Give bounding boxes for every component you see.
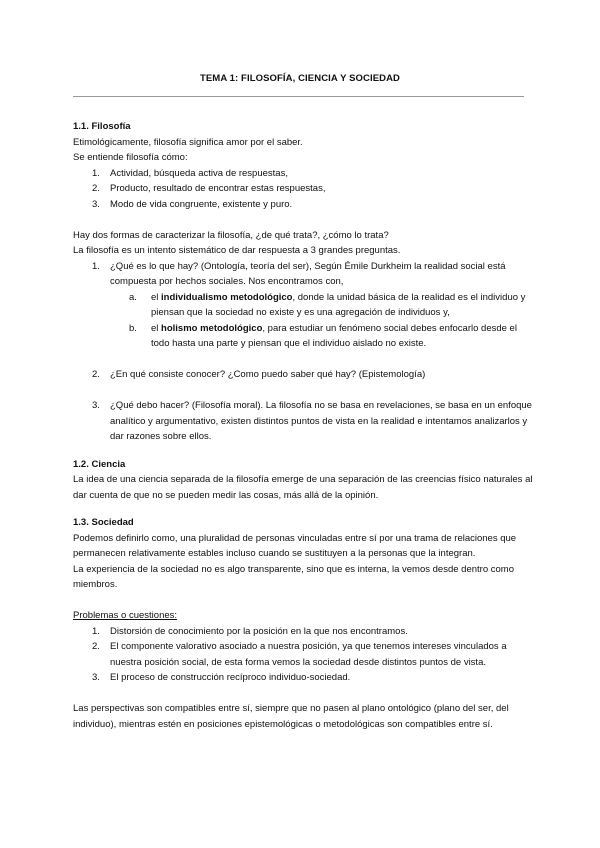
paragraph: Las perspectivas son compatibles entre sí, siempre que no pasen al plano ontológico (plano del ser, del individuo), mientras estén en posiciones epistemológicas o metodológicas son compatibles entre sí. <box>73 703 509 730</box>
list-number: 2. <box>92 641 100 652</box>
list-number: 1. <box>92 167 100 179</box>
section-heading-sociedad: 1.3. Sociedad <box>73 517 134 528</box>
sub-list-item: a. el individualismo metodológico, donde la unidad básica de la realidad es el individuo y piensan que la sociedad no existe y es una agregación de individuos y, <box>129 291 526 318</box>
list-item-text: ¿Qué es lo que hay? (Ontología, teoría del ser), Según Émile Durkheim la realidad social está compuesta por hechos sociales. Nos encontramos con, <box>110 260 506 287</box>
paragraph: Se entiende filosofía cómo: <box>73 152 188 163</box>
paragraph: Hay dos formas de caracterizar la filosofía, ¿de qué trata?, ¿cómo lo trata? <box>73 229 389 241</box>
list-letter: a. <box>129 291 137 303</box>
definition-list <box>73 166 533 213</box>
list-number: 3. <box>92 672 100 683</box>
list-number: 2. <box>92 369 100 380</box>
sub-list-item: b. el holismo metodológico, para estudiar un fenómeno social debes enfocarlo desde el todo hasta una parte y piensan que el individuo aislado no existe. <box>129 322 517 349</box>
list-item <box>73 166 533 182</box>
list-item <box>73 197 533 213</box>
list-item-text: ¿Qué debo hacer? (Filosofía moral). La filosofía no se basa en revelaciones, se basa en un enfoque analítico y argumentativo, existen distintos puntos de vista en la realidad e intentamos analizarlos y dar razones sobre ellos. <box>110 400 532 442</box>
paragraph: Etimológicamente, filosofía significa amor por el saber. <box>73 136 303 148</box>
list-number: 1. <box>92 625 100 637</box>
document-title: TEMA 1: FILOSOFÍA, CIENCIA Y SOCIEDAD <box>199 73 401 84</box>
section-heading-ciencia: 1.2. Ciencia <box>73 458 126 470</box>
list-number: 2. <box>92 183 100 194</box>
paragraph: La filosofía es un intento sistemático de dar respuesta a 3 grandes preguntas. <box>73 245 401 256</box>
list-number: 3. <box>92 400 100 411</box>
list-item-text: Producto, resultado de encontrar estas respuestas, <box>110 183 326 194</box>
problems-label: Problemas o cuestiones: <box>73 610 178 621</box>
list-item <box>73 398 533 445</box>
list-item-text: El proceso de construcción recíproco individuo-sociedad. <box>110 672 351 683</box>
document-body <box>73 119 533 732</box>
list-item-text: Modo de vida congruente, existente y puro. <box>110 198 293 210</box>
list-item-text: El componente valorativo asociado a nuestra posición, ya que tenemos intereses vinculados a nuestra posición social, de esta forma vemos la sociedad desde distintos puntos de vista. <box>110 641 507 668</box>
paragraph: La experiencia de la sociedad no es algo transparente, sino que es interna, la vemos desde dentro como miembros. <box>73 563 514 590</box>
paragraph: Podemos definirlo como, una pluralidad de personas vinculadas entre sí por una trama de relaciones que permanecen relativamente estables incluso cuando se sustituyen a la personas que la integran. <box>73 532 517 559</box>
list-number: 1. <box>92 260 100 272</box>
list-item <box>73 624 533 640</box>
list-item-text: Distorsión de conocimiento por la posición en la que nos encontramos. <box>110 625 408 637</box>
list-item <box>73 181 533 197</box>
paragraph: La idea de una ciencia separada de la filosofía emerge de una separación de las creencias físico naturales al dar cuenta de que no se pueden medir las cosas, más allá de la opinión. <box>73 474 533 501</box>
list-item <box>73 670 533 686</box>
title-divider <box>73 96 524 97</box>
list-item <box>73 367 533 383</box>
list-item <box>73 639 533 670</box>
list-number: 3. <box>92 198 100 210</box>
questions-list <box>73 259 533 445</box>
list-item <box>73 259 533 290</box>
list-letter: b. <box>129 322 137 334</box>
list-item-text: Actividad, búsqueda activa de respuestas, <box>110 167 288 179</box>
section-heading-filosofia: 1.1. Filosofía <box>73 121 131 132</box>
bold-term: individualismo metodológico <box>161 291 293 303</box>
problems-list <box>73 624 533 686</box>
bold-term: holismo metodológico <box>161 322 263 334</box>
list-item-text: ¿En qué consiste conocer? ¿Como puedo saber qué hay? (Epistemología) <box>110 369 426 380</box>
